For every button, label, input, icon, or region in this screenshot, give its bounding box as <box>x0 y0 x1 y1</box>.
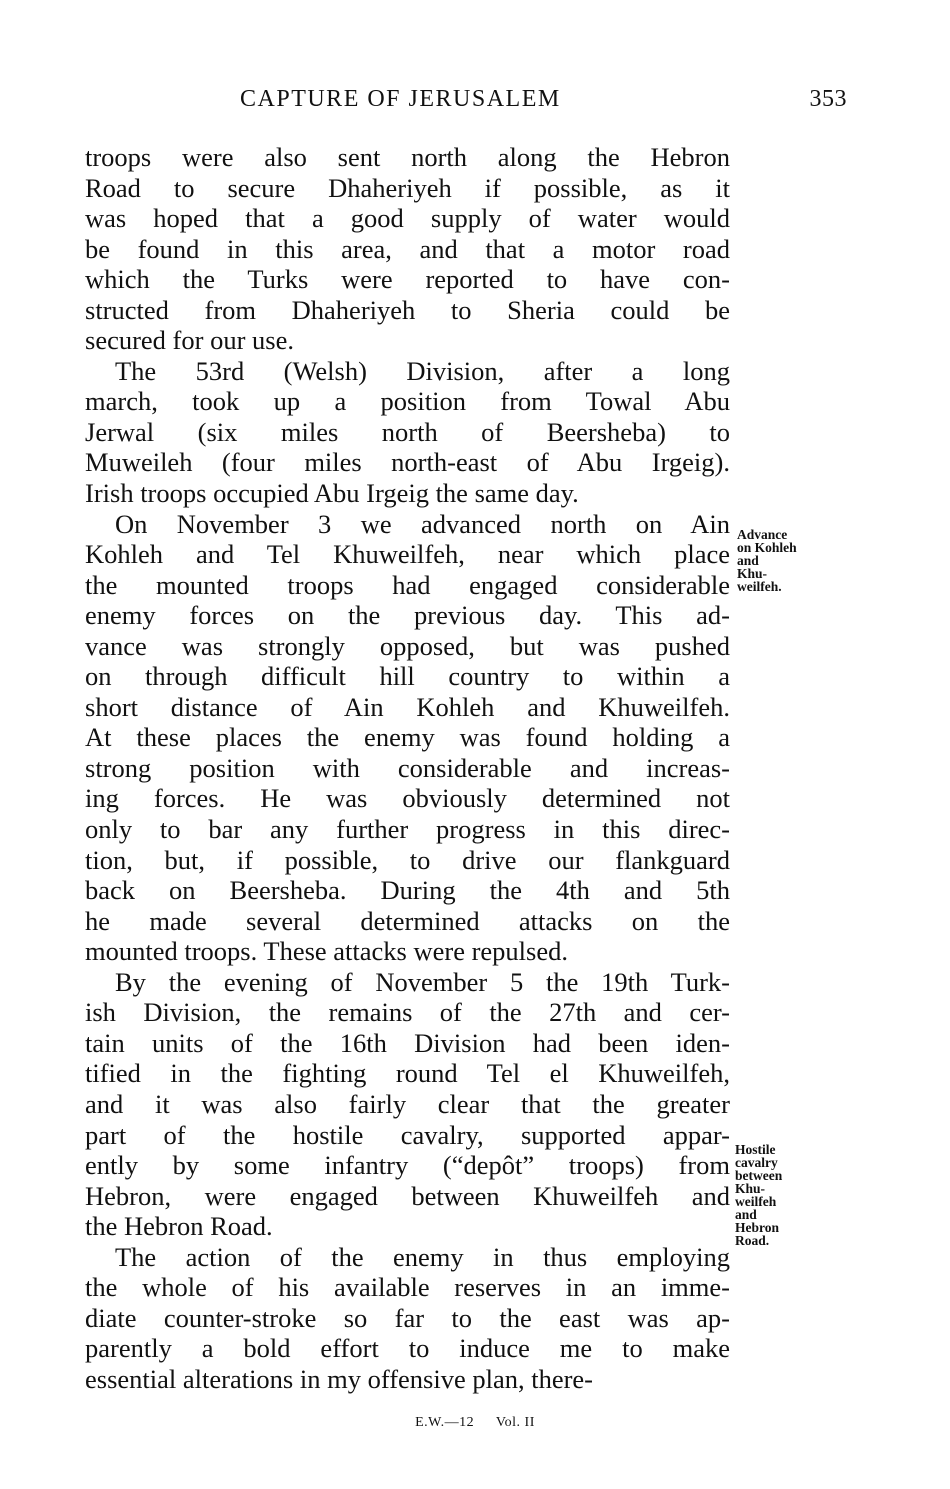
text-line: ently by some infantry (“depôt” troops) from <box>85 1150 730 1181</box>
text-line: part of the hostile cavalry, supported appar- <box>85 1119 730 1150</box>
text-line: structed from Dhaheriyeh to Sheria could be <box>85 294 730 325</box>
margin-note-line: weilfeh <box>735 1194 777 1209</box>
margin-note-line: weilfeh. <box>737 579 782 594</box>
text-line: essential alterations in my offensive plan, there- <box>85 1363 594 1394</box>
paragraph <box>85 142 730 356</box>
text-line: the whole of his available reserves in an imme- <box>85 1272 730 1303</box>
text-line: march, took up a position from Towal Abu <box>85 386 730 417</box>
text-line: Road to secure Dhaheriyeh if possible, as it <box>85 172 730 203</box>
margin-note-line: Khu- <box>735 1181 766 1196</box>
text-line: At these places the enemy was found holding a <box>85 722 730 753</box>
text-line: ing forces. He was obviously determined not <box>85 783 730 814</box>
margin-note-line: between <box>735 1168 783 1183</box>
paragraph <box>85 509 730 967</box>
body-text <box>85 142 730 1394</box>
text-line: back on Beersheba. During the 4th and 5th <box>85 875 730 906</box>
text-line: The action of the enemy in thus employing <box>115 1241 730 1272</box>
text-line: secured for our use. <box>85 325 294 356</box>
text-line: diate counter-stroke so far to the east was ap- <box>85 1302 730 1333</box>
signature-code: E.W.—12 <box>415 1415 475 1430</box>
text-line: tified in the fighting round Tel el Khuweilfeh, <box>85 1058 730 1089</box>
text-line: Hebron, were engaged between Khuweilfeh and <box>85 1180 730 1211</box>
text-line: which the Turks were reported to have con- <box>85 264 730 295</box>
text-line: the mounted troops had engaged considerable <box>85 569 730 600</box>
paragraph <box>85 967 730 1242</box>
text-line: Kohleh and Tel Khuweilfeh, near which place <box>85 539 730 570</box>
margin-note-line: Hebron <box>735 1220 780 1235</box>
text-line: The 53rd (Welsh) Division, after a long <box>115 355 730 386</box>
text-line: and it was also fairly clear that the greater <box>85 1088 730 1119</box>
text-line: troops were also sent north along the Hebron <box>85 142 730 172</box>
text-line: mounted troops. These attacks were repulsed. <box>85 936 568 967</box>
text-line: On November 3 we advanced north on Ain <box>115 508 730 539</box>
text-line: enemy forces on the previous day. This ad- <box>85 600 730 631</box>
margin-note-line: and <box>735 1207 757 1222</box>
text-line: only to bar any further progress in this direc- <box>85 814 730 845</box>
margin-note-line: Hostile <box>735 1142 776 1157</box>
signature-mark <box>0 1415 950 1431</box>
margin-note-line: on Kohleh <box>737 540 797 555</box>
text-line: vance was strongly opposed, but was pushed <box>85 630 730 661</box>
margin-note-line: Road. <box>735 1233 770 1248</box>
text-line: strong position with considerable and increas- <box>85 752 730 783</box>
page-number: 353 <box>809 86 847 112</box>
paragraph <box>85 356 730 509</box>
text-line: By the evening of November 5 the 19th Turk- <box>115 966 730 997</box>
margin-note-line: Khu- <box>737 566 768 581</box>
text-line: Irish troops occupied Abu Irgeig the same day. <box>85 478 579 509</box>
volume-label: Vol. II <box>495 1415 535 1430</box>
text-line: the Hebron Road. <box>85 1211 273 1242</box>
text-line: Jerwal (six miles north of Beersheba) to <box>85 416 730 447</box>
margin-note-line: and <box>737 553 759 568</box>
text-line: be found in this area, and that a motor road <box>85 233 730 264</box>
margin-note-hostile-cavalry <box>735 1143 782 1247</box>
text-line: was hoped that a good supply of water would <box>85 203 730 234</box>
running-head <box>85 86 847 122</box>
margin-note-advance <box>737 528 797 593</box>
text-line: on through difficult hill country to within a <box>85 661 730 692</box>
text-line: ish Division, the remains of the 27th and cer- <box>85 997 730 1028</box>
paragraph <box>85 1242 730 1395</box>
text-line: short distance of Ain Kohleh and Khuweilfeh. <box>85 691 730 722</box>
margin-note-line: cavalry <box>735 1155 778 1170</box>
running-title: CAPTURE OF JERUSALEM <box>240 86 561 112</box>
text-line: he made several determined attacks on the <box>85 905 730 936</box>
text-line: parently a bold effort to induce me to make <box>85 1333 730 1364</box>
text-line: Muweileh (four miles north-east of Abu Irgeig). <box>85 447 730 478</box>
text-line: tion, but, if possible, to drive our flankguard <box>85 844 730 875</box>
margin-note-line: Advance <box>737 527 788 542</box>
text-line: tain units of the 16th Division had been iden- <box>85 1027 730 1058</box>
